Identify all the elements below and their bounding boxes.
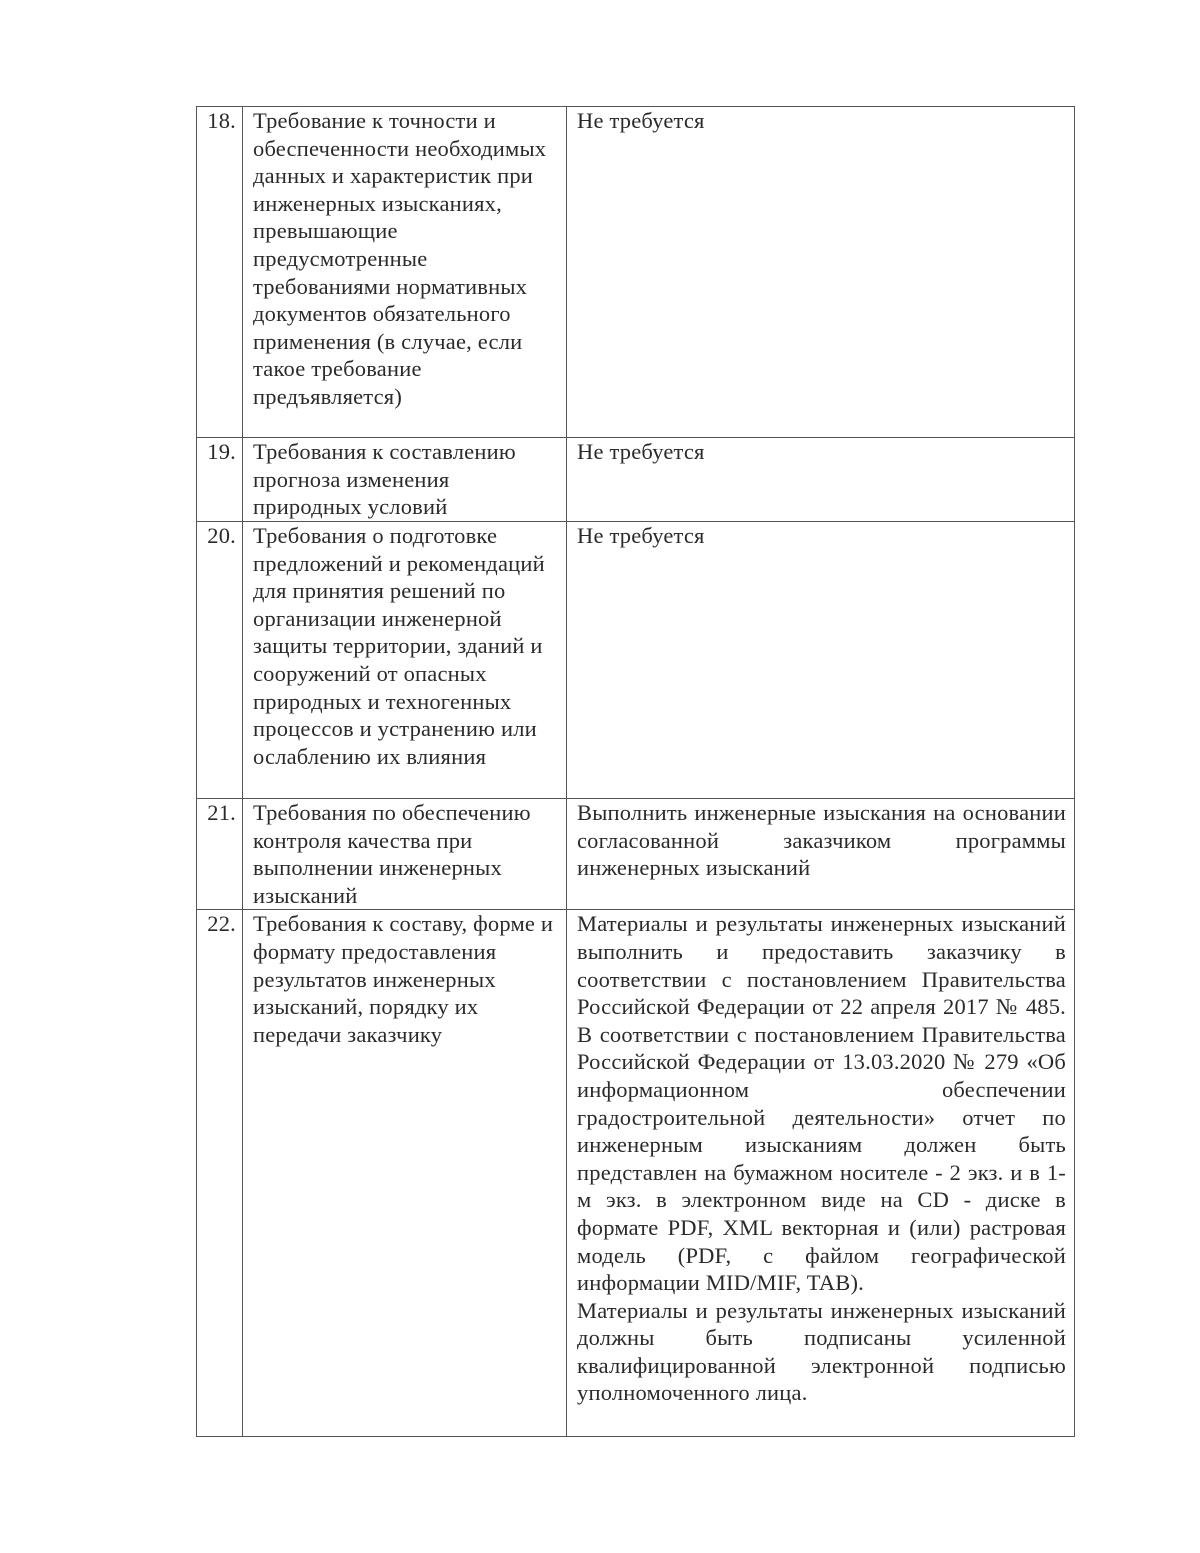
requirement-value: Не требуется (567, 438, 1075, 522)
value-paragraph: Материалы и результаты инженерных изысканий выполнить и предоставить заказчику в соответствии с постановлением Правительства Российской Федерации от 22 апреля 2017 № 485. В соответствии с постановлением Правительства Российской Федерации от 13.03.2020 № 279 «Об информационном обеспечении градостроительной деятельности» отчет по инженерным изысканиям должен быть представлен на бумажном носителе - 2 экз. и в 1-м экз. в электронном виде на CD - диске в формате PDF, XML векторная и (или) растровая модель (PDF, с файлом географической информации MID/MIF, TAB). (577, 911, 1066, 1296)
requirement-text: Требования по обеспечению контроля качества при выполнении инженерных изысканий (243, 799, 567, 910)
requirement-text: Требования к составлению прогноза изменения природных условий (243, 438, 567, 522)
requirement-value: Не требуется (567, 107, 1075, 438)
requirement-value: Не требуется (567, 522, 1075, 799)
requirement-value: Выполнить инженерные изыскания на основании согласованной заказчиком программы инженерных изысканий (567, 799, 1075, 910)
row-number: 21. (197, 799, 243, 910)
table-row (197, 522, 1075, 799)
table-row (197, 438, 1075, 522)
value-paragraph: Материалы и результаты инженерных изысканий должны быть подписаны усиленной квалифицированной электронной подписью уполномоченного лица. (577, 1297, 1066, 1406)
table-row (197, 799, 1075, 910)
requirements-table (196, 106, 1075, 1437)
table-row (197, 910, 1075, 1437)
table-row (197, 107, 1075, 438)
row-number: 18. (197, 107, 243, 438)
requirement-text: Требование к точности и обеспеченности необходимых данных и характеристик при инженерных изысканиях, превышающие предусмотренные требованиями нормативных документов обязательного применения (в случае, если такое требование предъявляется) (243, 107, 567, 438)
requirement-text: Требования о подготовке предложений и рекомендаций для принятия решений по организации инженерной защиты территории, зданий и сооружений от опасных природных и техногенных процессов и устранению или ослаблению их влияния (243, 522, 567, 799)
row-number: 20. (197, 522, 243, 799)
row-number: 22. (197, 910, 243, 1437)
requirement-value (567, 910, 1075, 1437)
row-number: 19. (197, 438, 243, 522)
requirement-text: Требования к составу, форме и формату предоставления результатов инженерных изысканий, порядку их передачи заказчику (243, 910, 567, 1437)
